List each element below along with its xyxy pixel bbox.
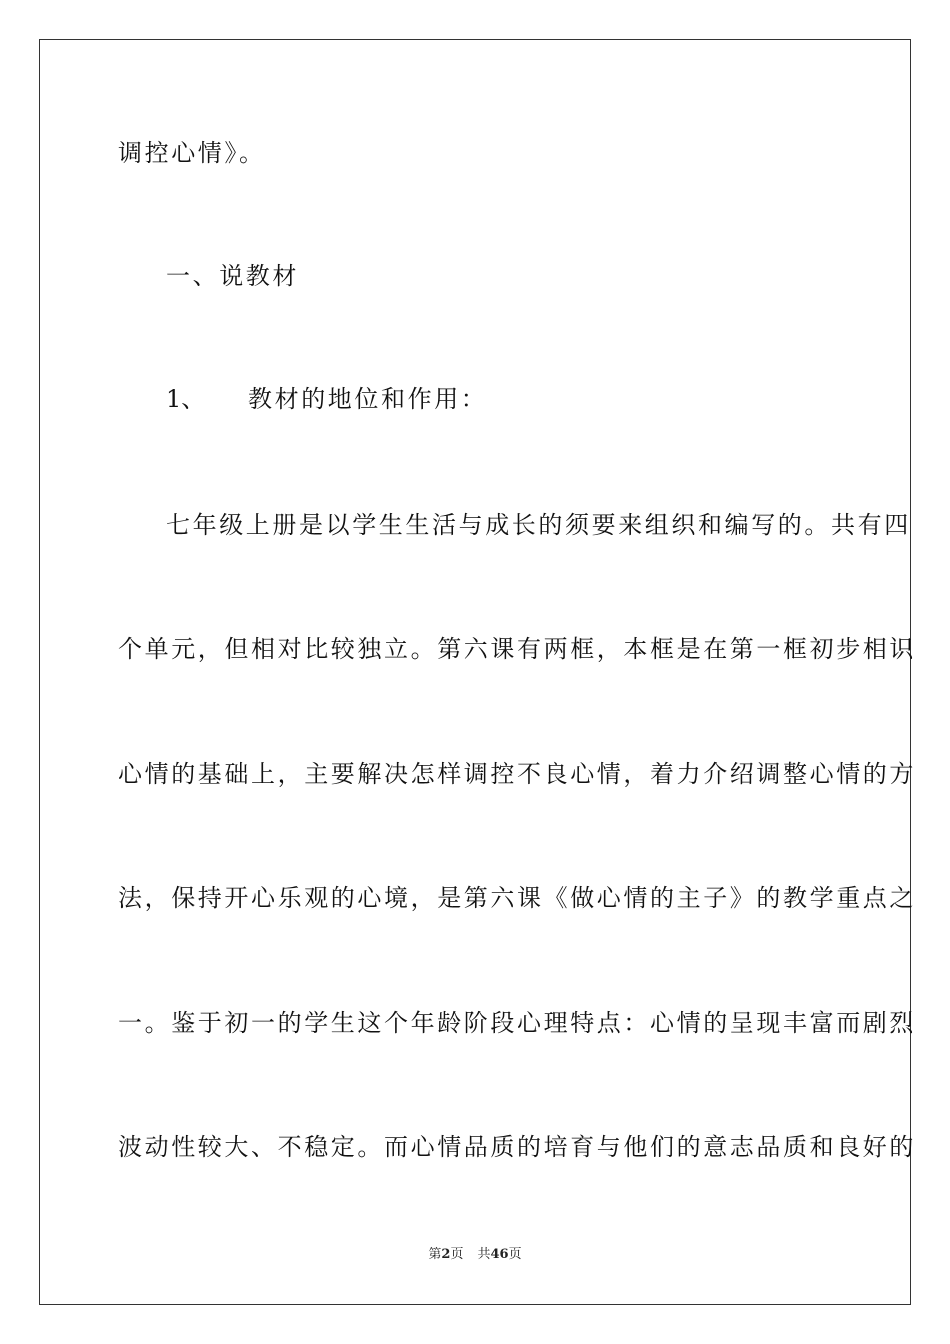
subsection-title: 教材的地位和作用： (248, 385, 488, 413)
paragraph-line-6: 波动性较大、不稳定。而心情品质的培育与他们的意志品质和良好的 (118, 1133, 916, 1161)
footer-total-suffix: 页 (508, 1247, 522, 1262)
total-pages-number: 46 (490, 1247, 509, 1262)
paragraph-line-2: 个单元，但相对比较独立。第六课有两框，本框是在第一框初步相识 (118, 635, 916, 663)
footer-prefix: 第 (428, 1247, 442, 1262)
text-line-1: 调控心情》。 (118, 139, 266, 167)
footer-page-suffix: 页 (450, 1247, 464, 1262)
page-border (39, 39, 911, 1305)
page-footer (0, 1247, 950, 1263)
footer-total-prefix: 共 (477, 1247, 491, 1262)
current-page-number: 2 (441, 1247, 451, 1262)
paragraph-line-3: 心情的基础上，主要解决怎样调控不良心情，着力介绍调整心情的方 (118, 760, 916, 788)
section-heading: 一、说教材 (166, 262, 299, 290)
paragraph-line-5: 一。鉴于初一的学生这个年龄阶段心理特点：心情的呈现丰富而剧烈 (118, 1009, 916, 1037)
subsection-heading (166, 384, 487, 414)
paragraph-line-1: 七年级上册是以学生生活与成长的须要来组织和编写的。共有四 (166, 511, 911, 539)
paragraph-line-4: 法，保持开心乐观的心境，是第六课《做心情的主子》的教学重点之 (118, 884, 916, 912)
list-number: 1、 (166, 385, 206, 413)
